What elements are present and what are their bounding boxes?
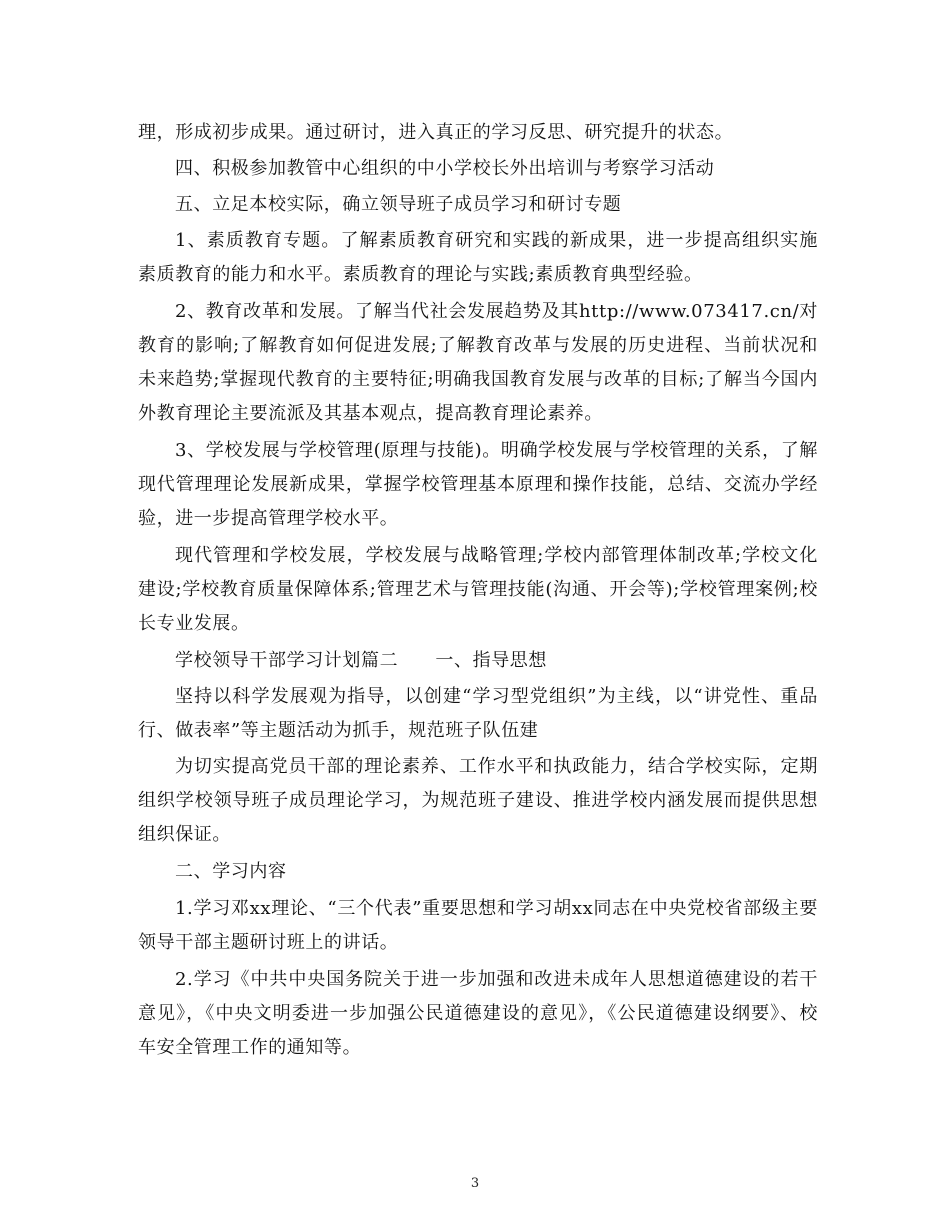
paragraph-guiding-thought: 坚持以科学发展观为指导，以创建“学习型党组织”为主线，以“讲党性、重品行、做表率”等主题活动为抓手，规范班子队伍建 <box>138 686 818 741</box>
section-heading-plan-two: 学校领导干部学习计划篇二 一、指导思想 <box>175 650 547 671</box>
paragraph-continuation: 理，形成初步成果。通过研讨，进入真正的学习反思、研究提升的状态。 <box>138 122 734 143</box>
section-heading-study-content: 二、学习内容 <box>175 861 287 882</box>
paragraph-education-reform: 2、教育改革和发展。了解当代社会发展趋势及其http://www.073417.cn/对教育的影响;了解教育如何促进发展;了解教育改革与发展的历史进程、当前状况和未来趋势;掌握现代教育的主要特征;明确我国教育发展与改革的目标;了解当今国内外教育理论主要流派及其基本观点，提高教育理论素养。 <box>138 301 818 424</box>
paragraph-improve-cadres: 为切实提高党员干部的理论素养、工作水平和执政能力，结合学校实际，定期组织学校领导班子成员理论学习，为规范班子建设、推进学校内涵发展而提供思想组织保证。 <box>138 756 818 845</box>
page-number: 3 <box>470 1176 480 1191</box>
paragraph-modern-management: 现代管理和学校发展，学校发展与战略管理;学校内部管理体制改革;学校文化建设;学校教育质量保障体系;管理艺术与管理技能(沟通、开会等);学校管理案例;校长专业发展。 <box>138 545 818 634</box>
paragraph-item-four: 四、积极参加教管中心组织的中小学校长外出培训与考察学习活动 <box>175 158 715 179</box>
paragraph-quality-education: 1、素质教育专题。了解素质教育研究和实践的新成果，进一步提高组织实施素质教育的能力和水平。素质教育的理论与实践;素质教育典型经验。 <box>138 230 818 285</box>
document-body <box>138 116 818 1065</box>
paragraph-school-management: 3、学校发展与学校管理(原理与技能)。明确学校发展与学校管理的关系，了解现代管理理论发展新成果，掌握学校管理基本原理和操作技能，总结、交流办学经验，进一步提高管理学校水平。 <box>138 440 818 529</box>
paragraph-study-item-two: 2.学习《中共中央国务院关于进一步加强和改进未成年人思想道德建设的若干意见》，《中央文明委进一步加强公民道德建设的意见》，《公民道德建设纲要》、校车安全管理工作的通知等。 <box>138 969 818 1058</box>
paragraph-study-item-one: 1.学习邓xx理论、“三个代表”重要思想和学习胡xx同志在中央党校省部级主要领导干部主题研讨班上的讲话。 <box>138 898 818 953</box>
paragraph-item-five: 五、立足本校实际，确立领导班子成员学习和研讨专题 <box>175 194 622 215</box>
